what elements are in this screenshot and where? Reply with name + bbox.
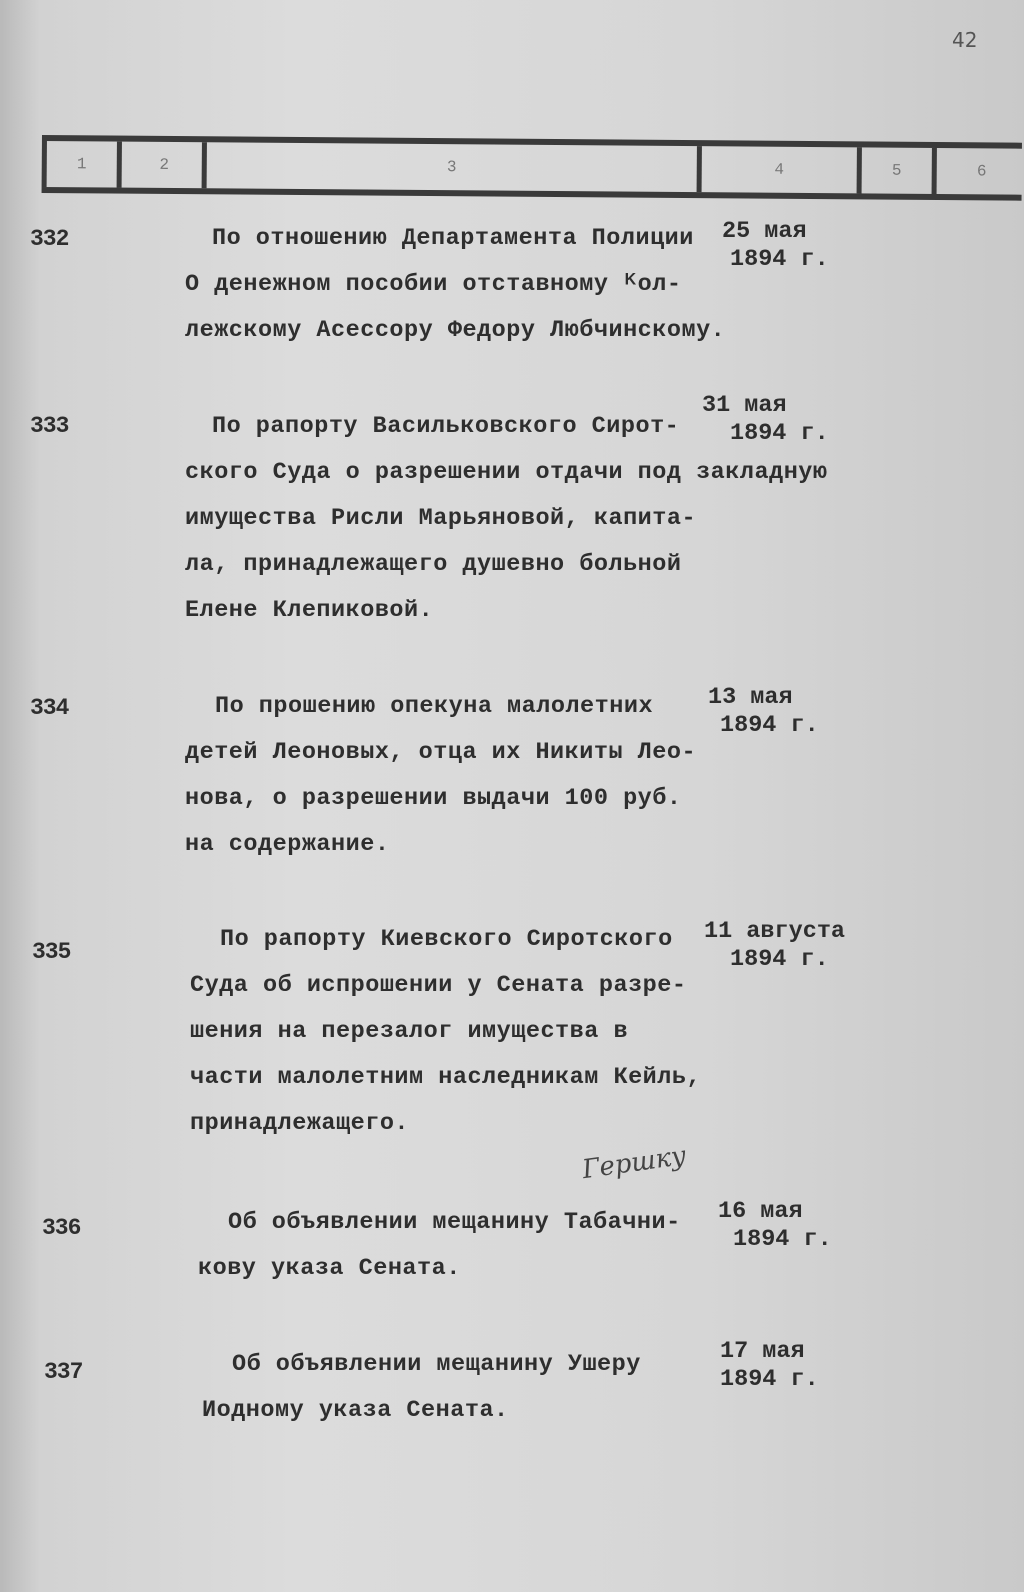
entry-text: [190, 917, 701, 1147]
entry-line: части малолетним наследникам Кейль,: [190, 1064, 702, 1091]
entry-line: нова, о разрешении выдачи 100 руб.: [185, 785, 682, 812]
entry-line: имущества Рисли Марьяновой, капита-: [185, 505, 697, 532]
entry-line: Об объявлении мещанину Ушеру: [232, 1351, 641, 1378]
column-header-1: 1: [42, 141, 117, 188]
handwritten-annotation: Гершку: [580, 1140, 689, 1186]
column-header-2: 2: [117, 142, 207, 189]
entry-number: 335: [32, 939, 71, 965]
entry-date: [704, 918, 845, 974]
entry-text: [198, 1200, 681, 1292]
entry-line: детей Леоновых, отца их Никиты Лео-: [185, 739, 697, 766]
entry-date: [720, 1338, 819, 1394]
entry-line: ского Суда о разрешении отдачи под закладную: [185, 459, 828, 486]
entry-line: Об объявлении мещанину Табачни-: [228, 1209, 681, 1236]
entry-line: По прошению опекуна малолетних: [215, 693, 654, 720]
entry-date: [702, 392, 829, 448]
entry-line: принадлежащего.: [190, 1110, 410, 1137]
entry-line: шения на перезалог имущества в: [190, 1018, 629, 1045]
entry-date-day: 25 мая: [722, 218, 807, 245]
entry-date-year: 1894 г.: [720, 1366, 819, 1393]
entry-date-day: 16 мая: [718, 1198, 803, 1225]
page-number: 42: [952, 28, 978, 52]
entry-date-year: 1894 г.: [733, 1226, 832, 1253]
entry-line: По отношению Департамента Полиции: [212, 225, 694, 252]
column-header-row: [42, 135, 1022, 201]
entry-date: [718, 1198, 832, 1254]
entry-line: ла, принадлежащего душевно больной: [185, 551, 682, 578]
entry-number: 336: [42, 1215, 81, 1241]
entry-date-day: 13 мая: [708, 684, 793, 711]
entry-line: По рапорту Васильковского Сирот-: [212, 413, 680, 440]
entry-date-year: 1894 г.: [720, 712, 819, 739]
entry-number: 334: [30, 695, 69, 721]
entry-line: кову указа Сената.: [198, 1255, 461, 1282]
entry-line: По рапорту Киевского Сиротского: [220, 926, 673, 953]
column-header-6: 6: [932, 148, 1024, 195]
entry-date: [722, 218, 829, 274]
entry-text: [202, 1342, 641, 1434]
column-header-5: 5: [857, 147, 932, 194]
entry-number: 337: [44, 1359, 83, 1385]
entry-date-year: 1894 г.: [730, 246, 829, 273]
entry-line: Елене Клепиковой.: [185, 597, 434, 624]
entry-date-day: 31 мая: [702, 392, 787, 419]
entry-line: Суда об испрошении у Сената разре-: [190, 972, 687, 999]
entry-text: [185, 684, 696, 868]
entry-number: 333: [30, 413, 69, 439]
entry-date-year: 1894 г.: [730, 946, 829, 973]
entry-date-day: 17 мая: [720, 1338, 805, 1365]
entry-line: лежскому Асессору Федору Любчинскому.: [185, 317, 726, 344]
column-header-3: 3: [202, 142, 697, 192]
entry-date-day: 11 августа: [704, 918, 846, 945]
entry-date: [708, 684, 819, 740]
entry-line: на содержание.: [185, 831, 390, 858]
entry-line: О денежном пособии отставному ᴷол-: [185, 271, 682, 298]
entry-number: 332: [30, 226, 69, 252]
entry-line: Иодному указа Сената.: [202, 1397, 509, 1424]
column-header-4: 4: [697, 146, 857, 193]
entry-text: [185, 216, 725, 354]
entry-date-year: 1894 г.: [730, 420, 829, 447]
